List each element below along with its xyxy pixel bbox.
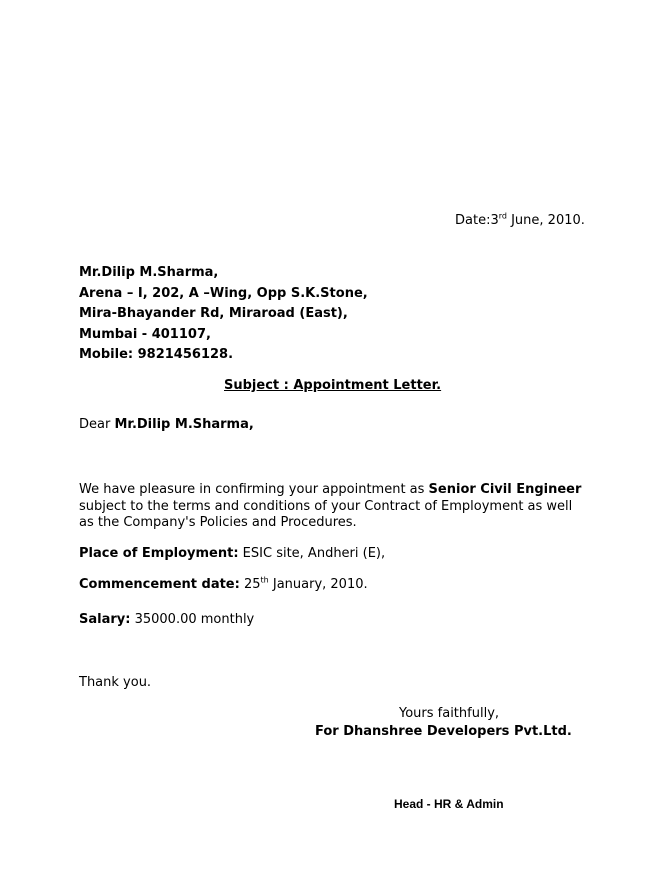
salary-value: 35000.00 monthly (130, 612, 255, 627)
address-line: Mira-Bhayander Rd, Miraroad (East), (79, 306, 348, 321)
place-value: ESIC site, Andheri (E), (238, 546, 386, 561)
signatory-title: Head - HR & Admin (394, 797, 504, 811)
body-line: as the Company's Policies and Procedures. (79, 515, 357, 530)
salutation-name: Mr.Dilip M.Sharma, (114, 417, 254, 432)
commencement-date (79, 577, 368, 592)
body-paragraph (79, 482, 581, 532)
date-prefix: Date:3 (455, 213, 499, 228)
body-line (79, 482, 581, 499)
salutation-prefix: Dear (79, 417, 115, 432)
salutation (79, 417, 254, 432)
address-line: Mumbai - 401107, (79, 326, 211, 342)
recipient-address (79, 263, 368, 366)
subject-line: Subject : Appointment Letter. (224, 378, 442, 393)
commencement-superscript: th (260, 575, 269, 585)
thank-you: Thank you. (79, 675, 152, 690)
salary (79, 612, 254, 627)
recipient-mobile: Mobile: 9821456128. (79, 347, 234, 362)
address-line: Arena – I, 202, A –Wing, Opp S.K.Stone, (79, 285, 368, 301)
commencement-value-suffix: January, 2010. (268, 577, 368, 592)
body-line: subject to the terms and conditions of your Contract of Employment as well (79, 498, 573, 514)
recipient-name: Mr.Dilip M.Sharma, (79, 265, 219, 280)
letter-date (455, 213, 585, 228)
job-role: Senior Civil Engineer (428, 482, 582, 497)
closing-phrase: Yours faithfully, (399, 706, 500, 721)
place-label: Place of Employment: (79, 546, 239, 561)
salary-label: Salary: (79, 612, 131, 627)
body-line-text: We have pleasure in confirming your appointment as (79, 482, 429, 497)
company-name: For Dhanshree Developers Pvt.Ltd. (315, 724, 572, 739)
date-superscript: rd (498, 211, 507, 221)
date-suffix: June, 2010. (506, 213, 585, 228)
commencement-value-prefix: 25 (239, 577, 261, 592)
commencement-label: Commencement date: (79, 577, 240, 592)
place-of-employment (79, 546, 385, 561)
